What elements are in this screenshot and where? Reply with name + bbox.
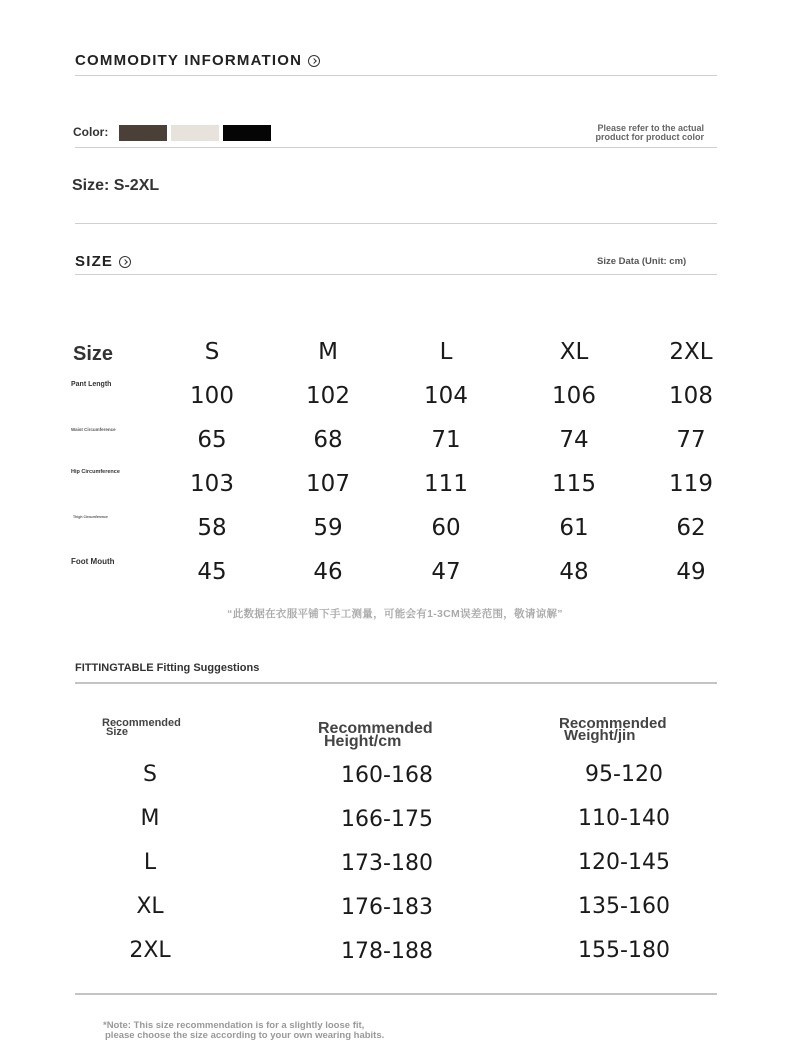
color-label: Color: [73, 125, 109, 139]
table-cell: 68 [313, 427, 343, 453]
divider [75, 682, 717, 684]
table-cell: 47 [431, 559, 461, 585]
row-label: Hip Circumference [71, 469, 120, 475]
table-cell: 71 [431, 427, 461, 453]
color-note [596, 124, 705, 142]
table-cell: 45 [197, 559, 227, 585]
size-unit-note: Size Data (Unit: cm) [597, 256, 687, 267]
row-label: Pant Length [71, 381, 112, 388]
size-col-header: S [204, 339, 220, 365]
fit-weight-cell: 155-180 [578, 938, 670, 963]
table-cell: 49 [676, 559, 706, 585]
table-cell: 62 [676, 515, 706, 541]
color-note-line1: Please refer to the actual [597, 123, 704, 133]
color-swatch-brown[interactable] [119, 125, 167, 141]
fitting-note [103, 1021, 384, 1041]
fit-weight-cell: 120-145 [578, 850, 670, 875]
fit-col-header-line: Weight/jin [564, 727, 636, 744]
table-cell: 111 [424, 471, 468, 497]
table-cell: 60 [431, 515, 461, 541]
table-cell: 103 [190, 471, 234, 497]
fit-weight-cell: 95-120 [585, 762, 663, 787]
fit-size-cell: S [143, 762, 157, 787]
fitting-note-line1: *Note: This size recommendation is for a slightly loose fit, [103, 1020, 365, 1031]
fit-weight-cell: 135-160 [578, 894, 670, 919]
fit-col-header-weight [559, 715, 667, 744]
commodity-title-text: COMMODITY INFORMATION [75, 52, 303, 69]
color-swatch-cream[interactable] [171, 125, 219, 141]
table-cell: 65 [197, 427, 227, 453]
fit-height-cell: 173-180 [341, 851, 433, 876]
fit-weight-cell: 110-140 [578, 806, 670, 831]
row-label: Waist Circumference [71, 427, 116, 432]
fit-height-cell: 178-188 [341, 939, 433, 964]
chevron-right-circle-icon [308, 55, 320, 67]
table-cell: 104 [424, 383, 468, 409]
commodity-section-title [75, 52, 320, 69]
fitting-note-line2: please choose the size according to your own wearing habits. [105, 1030, 385, 1041]
fit-height-cell: 160-168 [341, 763, 433, 788]
table-cell: 48 [559, 559, 589, 585]
size-col-header: M [318, 339, 338, 365]
divider [75, 147, 717, 148]
color-swatch-black[interactable] [223, 125, 271, 141]
fit-size-cell: 2XL [129, 938, 171, 963]
measurement-disclaimer: “此数据在衣服平铺下手工测量，可能会有1-3CM误差范围，敬请谅解” [227, 608, 563, 620]
fit-col-header-line: Recommended [102, 717, 181, 729]
fit-col-header-line: Recommended [559, 715, 667, 732]
fit-size-cell: L [143, 850, 157, 875]
table-cell: 102 [306, 383, 350, 409]
chevron-right-circle-icon [119, 256, 131, 268]
row-label: Foot Mouth [71, 557, 115, 566]
size-col-header: L [439, 339, 453, 365]
row-label: Thigh Circumference [73, 515, 109, 519]
table-cell: 100 [190, 383, 234, 409]
fit-col-header-size [102, 719, 181, 737]
divider [75, 274, 717, 275]
table-cell: 119 [669, 471, 713, 497]
fit-height-cell: 176-183 [341, 895, 433, 920]
size-table-header-label: Size [73, 343, 114, 365]
fit-col-header-line: Recommended [318, 720, 433, 737]
table-cell: 74 [559, 427, 589, 453]
table-cell: 46 [313, 559, 343, 585]
size-title-text: SIZE [75, 253, 114, 270]
table-cell: 115 [552, 471, 596, 497]
size-col-header: XL [559, 339, 589, 365]
table-cell: 107 [306, 471, 350, 497]
color-note-line2: product for product color [595, 132, 704, 142]
table-cell: 106 [552, 383, 596, 409]
fit-size-cell: XL [136, 894, 164, 919]
table-cell: 58 [197, 515, 227, 541]
fit-col-header-line: Size [106, 726, 129, 738]
table-cell: 77 [676, 427, 706, 453]
size-section-title [75, 253, 131, 270]
fit-col-header-line: Height/cm [324, 733, 402, 750]
size-col-header: 2XL [669, 339, 713, 365]
fitting-section-title: FITTINGTABLE Fitting Suggestions [75, 662, 260, 674]
size-range: Size: S-2XL [72, 177, 160, 194]
fit-height-cell: 166-175 [341, 807, 433, 832]
divider [75, 75, 717, 76]
divider [75, 993, 717, 995]
table-cell: 59 [313, 515, 343, 541]
fit-col-header-height [318, 722, 433, 748]
table-cell: 61 [559, 515, 589, 541]
divider [75, 223, 717, 224]
fit-size-cell: M [140, 806, 160, 831]
table-cell: 108 [669, 383, 713, 409]
